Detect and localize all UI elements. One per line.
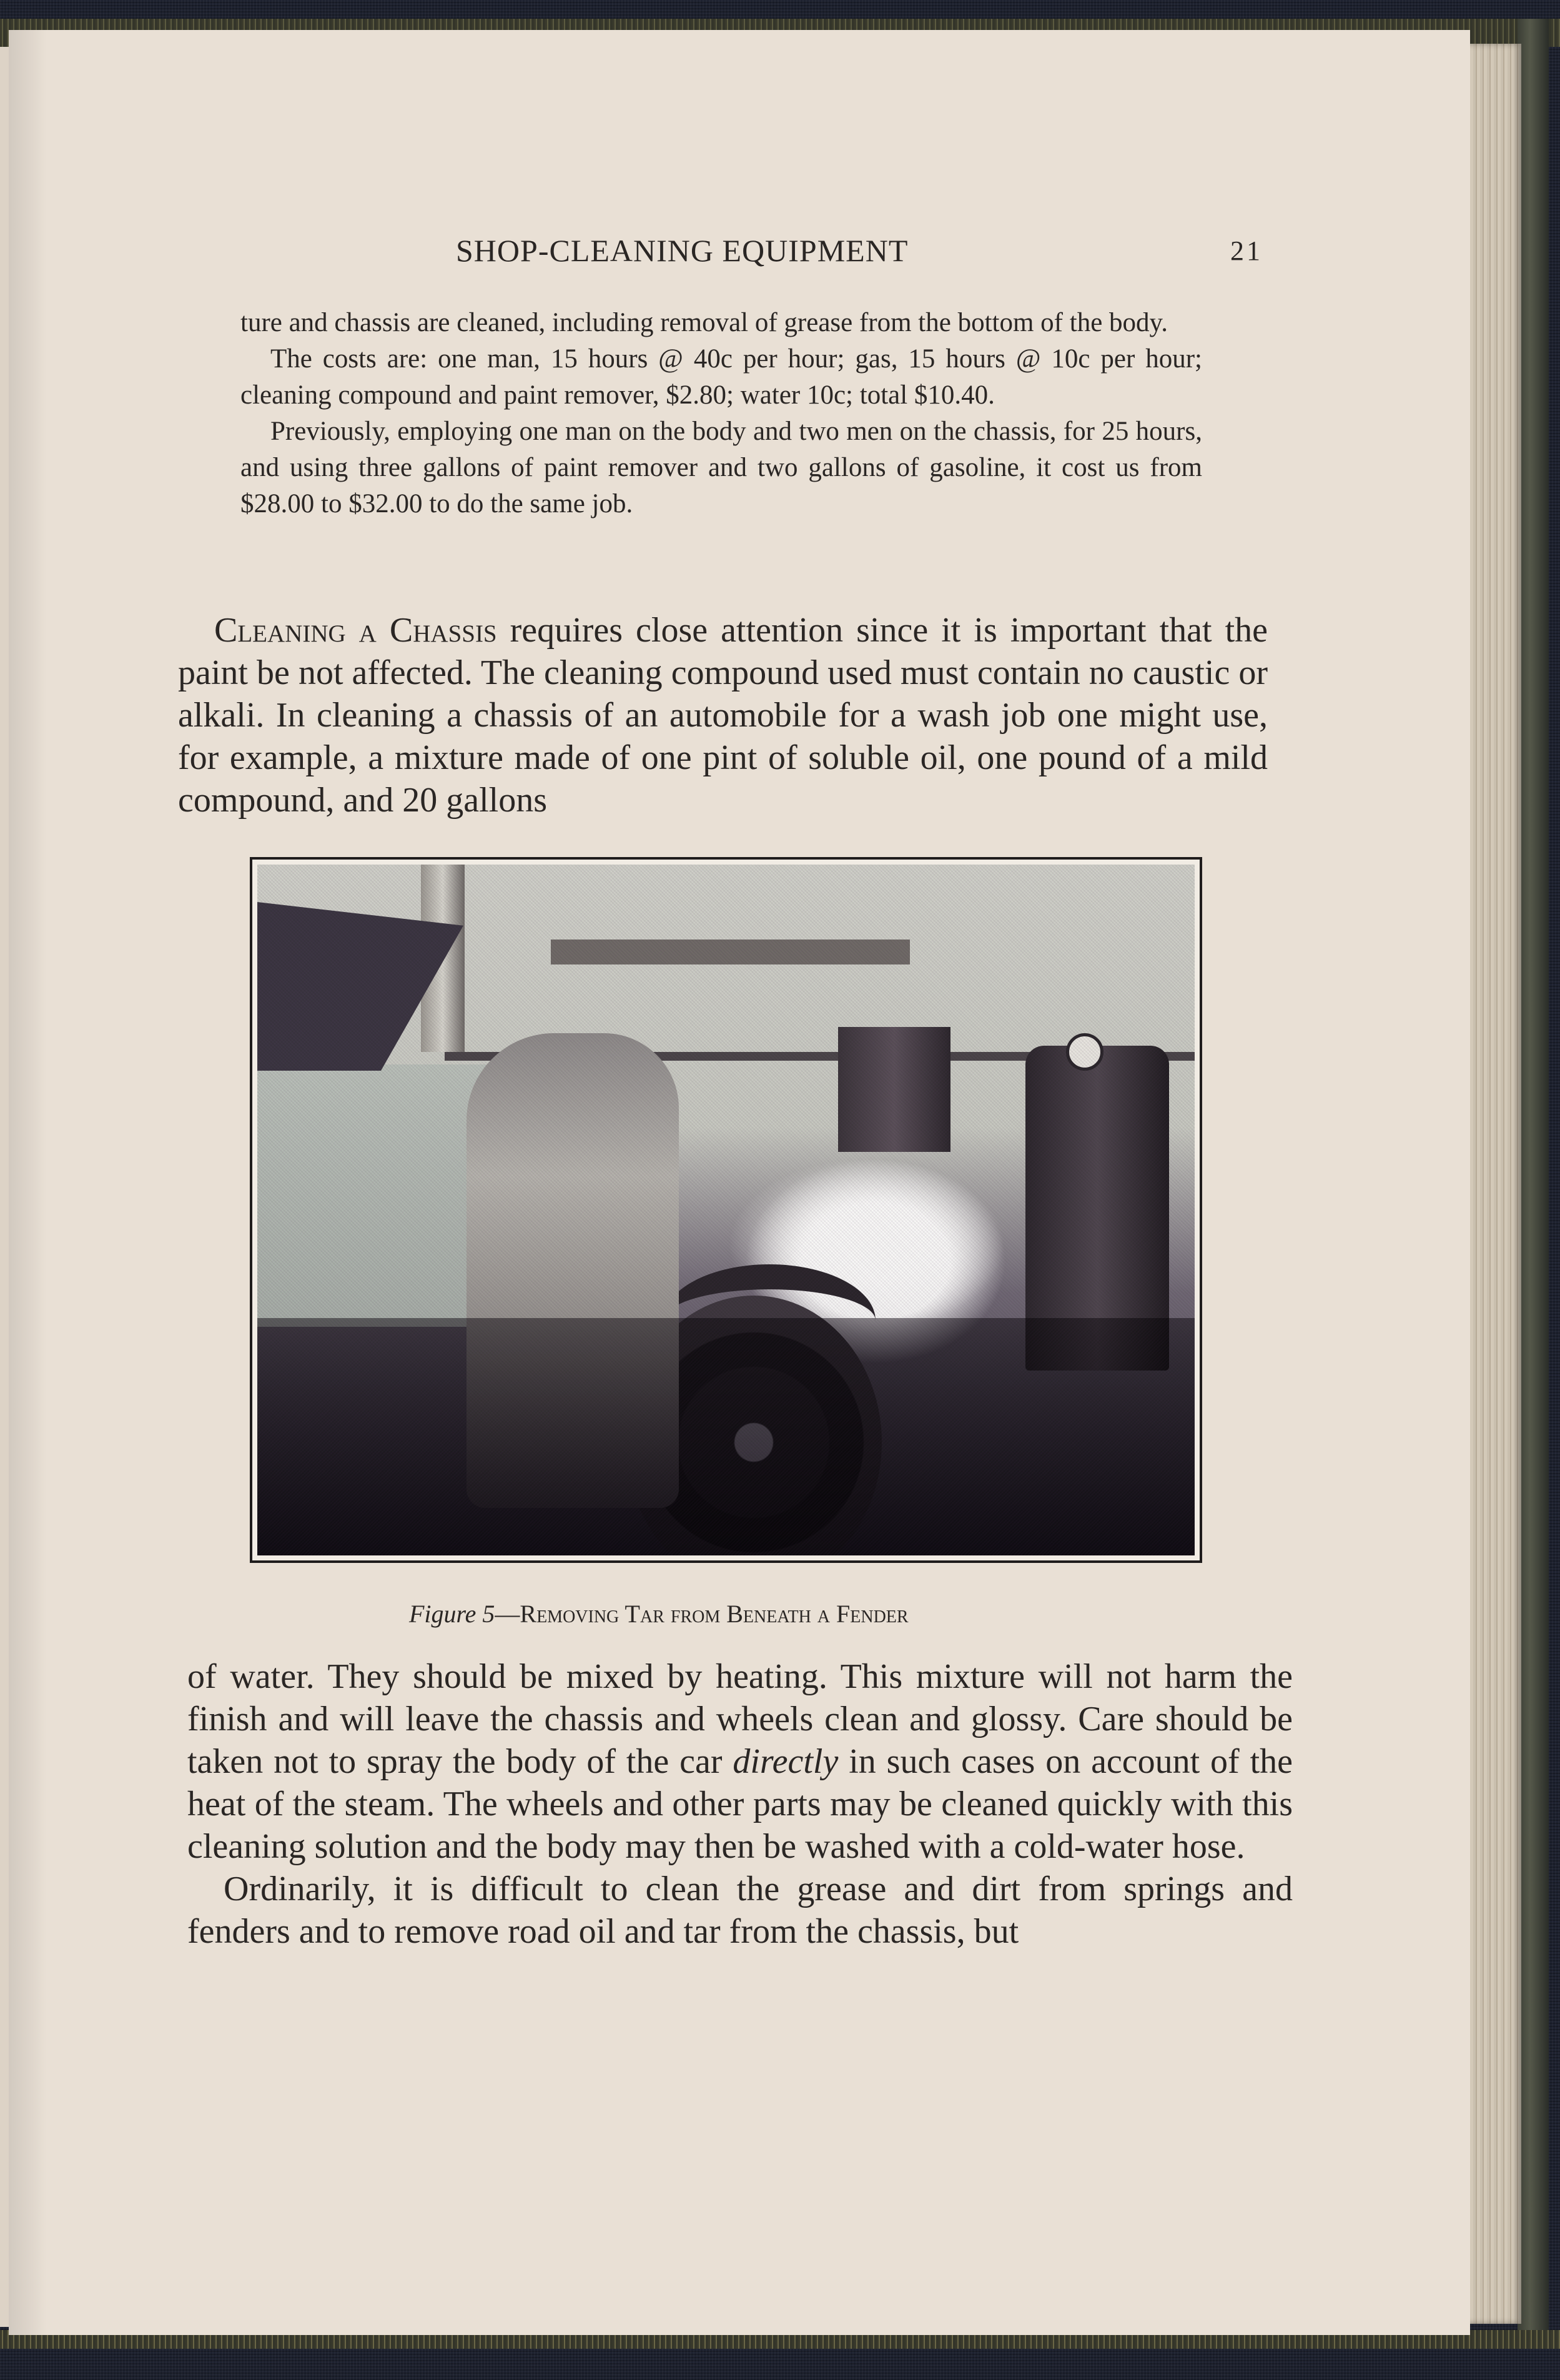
quoted-paragraph-2: The costs are: one man, 15 hours @ 40c per hour; gas, 15 hours @ 10c per hour; cleaning compound and paint remover, $2.80; water 10c; total $10.40. (240, 344, 1202, 410)
quoted-block (240, 305, 1202, 522)
emphasis-directly: directly (733, 1742, 839, 1781)
quoted-paragraph-1: ture and chassis are cleaned, including removal of grease from the bottom of the body. (240, 308, 1168, 337)
book-cover-right-edge (1518, 19, 1549, 2349)
section-text-before-figure: requires close attention since it is important that the paint be not affected. The cleaning compound used must contain no caustic or alkali. In cleaning a chassis of an automobile for a wash job one might use, for example, a mixture made of one pint of soluble oil, one pound of a mild compound, and 20 gallons (178, 611, 1268, 820)
figure-photo (257, 865, 1195, 1555)
section-lead-in: Cleaning a Chassis (214, 611, 497, 650)
quoted-paragraph-3: Previously, employing one man on the body and two men on the chassis, for 25 hours, and using three gallons of paint remover and two gallons of gasoline, it cost us from $28.00 to $32.00 to do the same job. (240, 417, 1202, 518)
figure-photo-frame (250, 857, 1202, 1563)
next-paragraph: Ordinarily, it is difficult to clean the grease and dirt from springs and fenders and to remove road oil and tar from the chassis, but (187, 1870, 1293, 1951)
section-paragraph-start (178, 609, 1268, 821)
page-block-edges (1466, 44, 1521, 2324)
figure-label: Figure 5 (409, 1600, 495, 1628)
section-paragraph-continued (187, 1655, 1293, 1953)
photo-halftone-texture (257, 865, 1195, 1555)
figure-separator: — (495, 1600, 520, 1628)
page-number: 21 (1230, 236, 1263, 266)
figure-title: Removing Tar from Beneath a Fender (520, 1600, 909, 1628)
running-head-title: SHOP-CLEANING EQUIPMENT (456, 233, 909, 268)
section-text-after-figure-1: of water. They should be mixed by heating. This mixture will not harm the finish and will leave the chassis and wheels clean and glossy. Care should be taken not to spray the body of the car (187, 1657, 1293, 1781)
section-text-after-figure-2: in such cases on account of the heat of the steam. The wheels and other parts may be cleaned quickly with this cleaning solution and the body may then be washed with a cold-water hose. (187, 1742, 1293, 1866)
